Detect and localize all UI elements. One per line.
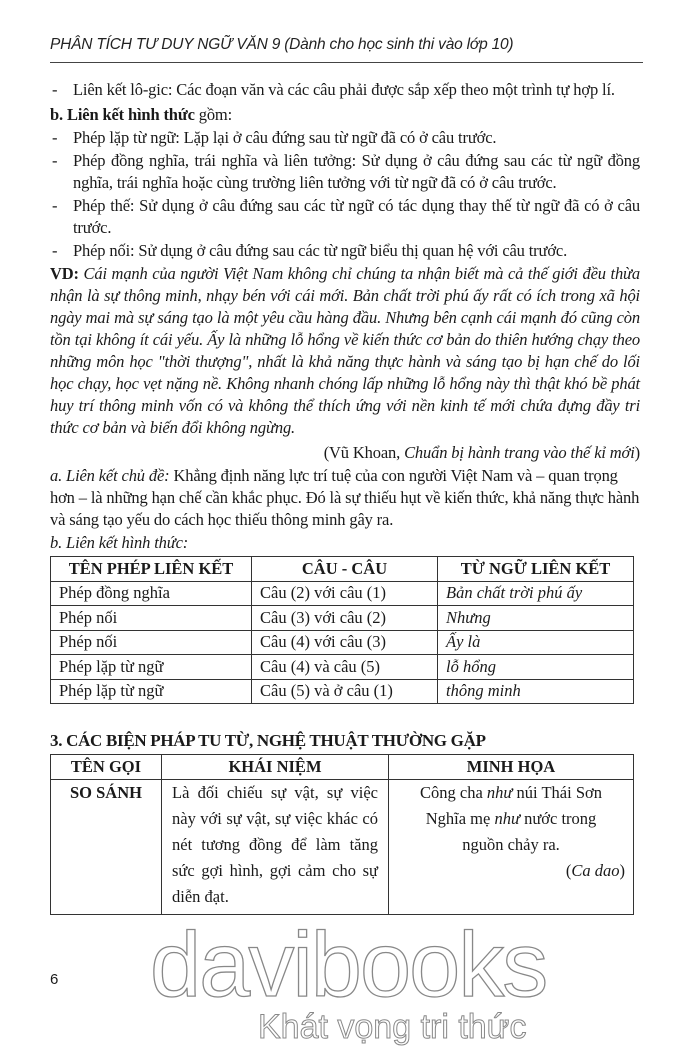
linking-table (50, 556, 634, 704)
example-text: Cái mạnh của người Việt Nam không chỉ chúng ta nhận biết mà cả thế giới đều thừa nhận là sự thông minh, nhạy bén với cái mới. Bản chất trời phú ấy rất có ích trong xã hội ngày mai mà sự sáng tạo là một yêu cầu hàng đầu. Nhưng bên cạnh cái mạnh đó cũng còn tồn tại không ít cái yếu. Ấy là những lỗ hổng về kiến thức cơ bản do thiên hướng chạy theo những môn học "thời thượng", nhất là khả năng thực hành và sáng tạo bị hạn chế do lối học chạy, học vẹt nặng nề. Không nhanh chóng lấp những lỗ hổng này thì thật khó bề phát huy trí thông minh vốn có và không thể thích ứng với nền kinh tế mới chứa đựng đầy tri thức cơ bản và biến đổi không ngừng. (50, 264, 640, 437)
column-header: TÊN PHÉP LIÊN KẾT (51, 557, 252, 582)
analysis-a (50, 465, 640, 531)
source-title: Chuẩn bị hành trang vào thế kỉ mới (404, 443, 635, 462)
table-row (51, 655, 634, 680)
text: núi Thái Sơn (512, 783, 602, 802)
section-b-heading (50, 104, 640, 126)
cell-words: Nhưng (438, 606, 634, 631)
bullet-text: Phép thế: Sử dụng ở câu đứng sau các từ ngữ có tác dụng thay thế từ ngữ đã có ở câu trước. (73, 196, 640, 237)
analysis-a-text: Khẳng định năng lực trí tuệ của con người Việt Nam và – quan trọng hơn – là những hạn chế cần khắc phục. Đó là sự thiếu hụt về kiến thức, khả năng thực hành và sáng tạo yếu do cách học thiếu thông minh gây ra. (50, 466, 640, 529)
source-author: (Vũ Khoan, (323, 443, 405, 462)
table-row (51, 581, 634, 606)
cell-concept: Là đối chiếu sự vật, sự việc này với sự vật, sự việc khác có nét tương đồng để làm tăng sức gợi hình, gợi cảm cho sự diễn đạt. (162, 780, 389, 915)
cell-sentences: Câu (5) và ở câu (1) (252, 679, 438, 704)
source-close: ) (634, 443, 640, 462)
column-header: TÊN GỌI (51, 755, 162, 780)
cell-sentences: Câu (3) với câu (2) (252, 606, 438, 631)
bullet-conjunction (50, 240, 640, 262)
cell-method: Phép đồng nghĩa (51, 581, 252, 606)
column-header: TỪ NGỮ LIÊN KẾT (438, 557, 634, 582)
cell-words: lỗ hổng (438, 655, 634, 680)
column-header: KHÁI NIỆM (162, 755, 389, 780)
bullet-synonym (50, 150, 640, 194)
text: Nghĩa mẹ (425, 809, 495, 828)
analysis-a-label: a. Liên kết chủ đề: (50, 466, 170, 485)
text: ( (565, 861, 572, 880)
table-row (51, 630, 634, 655)
cell-method: Phép nối (51, 630, 252, 655)
analysis-b-label: b. Liên kết hình thức: (50, 533, 189, 552)
bullet-dash: - (52, 128, 58, 147)
table-header-row (51, 755, 634, 780)
cell-example (389, 780, 634, 915)
bullet-dash: - (52, 196, 58, 215)
bullet-dash: - (52, 241, 58, 260)
cell-words: Bản chất trời phú ấy (438, 581, 634, 606)
running-header: PHÂN TÍCH TƯ DUY NGỮ VĂN 9 (Dành cho học sinh thi vào lớp 10) (50, 36, 514, 53)
cell-sentences: Câu (2) với câu (1) (252, 581, 438, 606)
bullet-text: Phép nối: Sử dụng ở câu đứng sau các từ ngữ biểu thị quan hệ với câu trước. (73, 241, 568, 260)
example-line: nguồn chảy ra. (462, 835, 560, 854)
page-footer (50, 914, 640, 1046)
section-b-rest: gồm: (194, 105, 233, 124)
bullet-substitution (50, 195, 640, 239)
bullet-dash: - (52, 151, 58, 170)
text: nước trong (519, 809, 597, 828)
text: ) (619, 861, 625, 880)
table-row (51, 679, 634, 704)
bullet-logic-link (50, 79, 640, 101)
cell-words: thông minh (438, 679, 634, 704)
cell-sentences: Câu (4) và câu (5) (252, 655, 438, 680)
bullet-dash: - (52, 80, 58, 99)
page-number: 6 (50, 971, 59, 988)
cell-name: SO SÁNH (51, 780, 162, 915)
example-source (50, 442, 640, 464)
column-header: CÂU - CÂU (252, 557, 438, 582)
bullet-text: Phép đồng nghĩa, trái nghĩa và liên tưởng: Sử dụng ở câu đứng sau các từ ngữ đồng nghĩa, trái nghĩa hoặc cùng trường liên tưởng với từ ngữ đã có ở câu trước. (73, 151, 640, 192)
cell-method: Phép lặp từ ngữ (51, 679, 252, 704)
text: như (494, 809, 520, 828)
watermark-slogan: Khát vọng tri thức (258, 1008, 527, 1046)
column-header: MINH HỌA (389, 755, 634, 780)
bullet-repetition (50, 127, 640, 149)
table-row (51, 780, 634, 915)
cell-method: Phép lặp từ ngữ (51, 655, 252, 680)
cell-method: Phép nối (51, 606, 252, 631)
example-paragraph (50, 263, 640, 439)
bullet-text: Liên kết lô-gic: Các đoạn văn và các câu phải được sắp xếp theo một trình tự hợp lí. (73, 80, 615, 99)
example-label: VD: (50, 264, 79, 283)
text: Công cha (420, 783, 487, 802)
table-header-row (51, 557, 634, 582)
page-body (50, 0, 640, 1046)
section-3-heading: 3. CÁC BIỆN PHÁP TU TỪ, NGHỆ THUẬT THƯỜNG GẶP (50, 731, 486, 750)
example-line (397, 806, 625, 832)
text: như (486, 783, 513, 802)
text: Ca dao (571, 861, 620, 880)
rhetoric-table (50, 754, 634, 915)
cell-sentences: Câu (4) với câu (3) (252, 630, 438, 655)
table-row (51, 606, 634, 631)
cell-words: Ấy là (438, 630, 634, 655)
section-b-label: b. Liên kết hình thức (50, 105, 195, 124)
watermark-brand: davibooks (150, 914, 547, 1016)
example-source (397, 858, 625, 884)
bullet-text: Phép lặp từ ngữ: Lặp lại ở câu đứng sau từ ngữ đã có ở câu trước. (73, 128, 497, 147)
example-line (397, 780, 625, 806)
